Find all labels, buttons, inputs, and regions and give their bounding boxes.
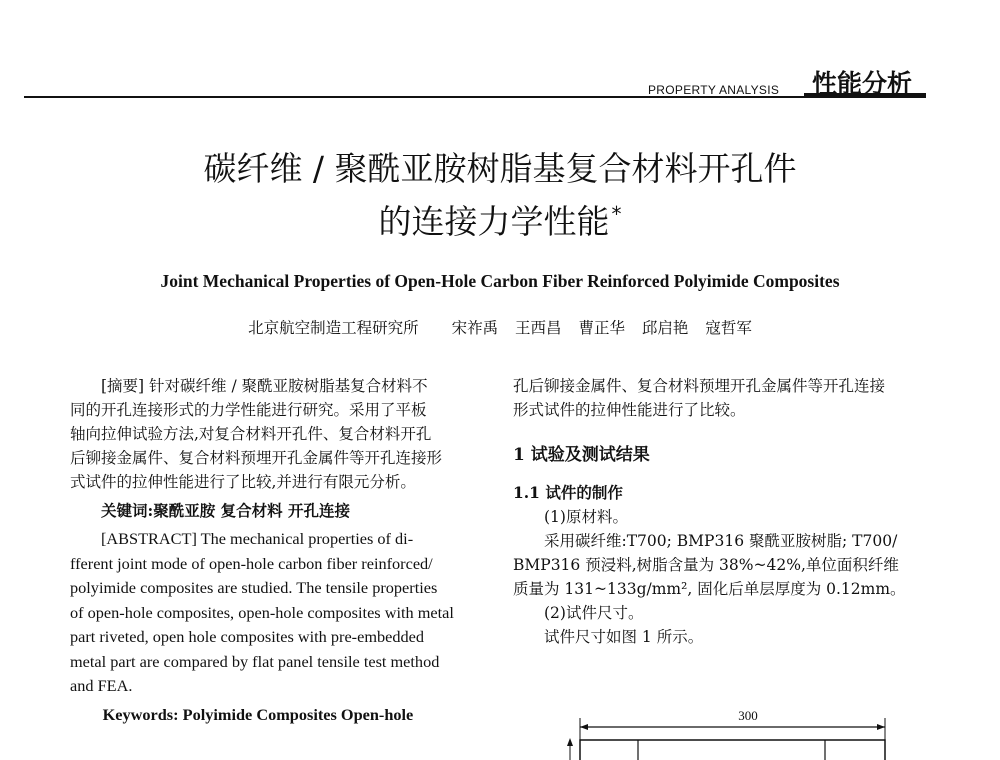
figure-reference: 试件尺寸如图 1 所示。: [544, 628, 704, 646]
section-heading: 1 试验及测试结果: [513, 445, 650, 465]
body-line: 形式试件的拉伸性能进行了比较。: [513, 401, 746, 419]
keywords-en: Keywords: Polyimide Composites Open-hole: [102, 704, 414, 724]
author-name: 曹正华: [578, 319, 625, 337]
body-line: 质量为 131~133g/mm², 固化后单层厚度为 0.12mm。: [513, 580, 906, 598]
header-rule-thick: [804, 93, 926, 97]
institution: 北京航空制造工程研究所: [248, 319, 419, 337]
abstract-cn-line: 式试件的拉伸性能进行了比较,并进行有限元分析。: [70, 473, 416, 491]
keywords-cn: 关键词:聚酰亚胺 复合材料 开孔连接: [101, 501, 351, 520]
title-line-2-text: 的连接力学性能: [378, 202, 610, 241]
body-line: BMP316 预浸料,树脂含量为 38%~42%,单位面积纤维: [513, 556, 899, 574]
english-title: Joint Mechanical Properties of Open-Hole Carbon Fiber Reinforced Polyimide Composites: [160, 271, 840, 291]
abstract-en-line: part riveted, open hole composites with pre-embedded: [70, 627, 425, 646]
author-name: 寇哲军: [705, 319, 752, 337]
right-column: [513, 374, 931, 649]
abstract-en: [70, 527, 480, 699]
title-line-2: [0, 196, 1000, 243]
specimen-outline: [580, 740, 885, 760]
title-line-1: 碳纤维 / 聚酰亚胺树脂基复合材料开孔件: [203, 149, 797, 188]
header-category-cn: 性能分析: [812, 69, 913, 98]
left-column: [70, 374, 480, 727]
vertical-arrow: [567, 738, 573, 746]
abstract-en-line: [ABSTRACT] The mechanical properties of di-: [101, 529, 414, 548]
body-line: 孔后铆接金属件、复合材料预埋开孔金属件等开孔连接: [513, 377, 886, 395]
dimension-label: 300: [738, 708, 758, 723]
abstract-en-line: of open-hole composites, open-hole composites with metal: [70, 602, 454, 622]
abstract-cn: [70, 374, 480, 494]
body-line: 采用碳纤维:T700; BMP316 聚酰亚胺树脂; T700/: [544, 532, 898, 550]
abstract-en-line: polyimide composites are studied. The tensile properties: [70, 578, 438, 597]
list-item: (2)试件尺寸。: [544, 604, 644, 622]
abstract-en-line: metal part are compared by flat panel tensile test method: [70, 651, 440, 671]
author-name: 宋祚禹: [451, 319, 499, 337]
title-footnote-mark: *: [611, 202, 622, 226]
author-name: 王西昌: [515, 319, 562, 337]
author-name: 邱启艳: [641, 319, 689, 337]
dimension-arrow-left: [580, 724, 588, 730]
subsection-heading: 1.1 试件的制作: [513, 483, 623, 502]
abstract-en-line: fferent joint mode of open-hole carbon fiber reinforced/: [70, 553, 433, 573]
list-item: (1)原材料。: [544, 508, 628, 526]
abstract-cn-line: 同的开孔连接形式的力学性能进行研究。采用了平板: [70, 401, 427, 419]
abstract-en-line: and FEA.: [70, 676, 133, 695]
abstract-cn-line: 轴向拉伸试验方法,对复合材料开孔件、复合材料开孔: [70, 425, 432, 443]
abstract-cn-line: [摘要] 针对碳纤维 / 聚酰亚胺树脂基复合材料不: [101, 377, 428, 395]
header-rule: [24, 96, 926, 98]
header-category-en: PROPERTY ANALYSIS: [648, 83, 780, 97]
author-line: [0, 316, 1000, 338]
dimension-arrow-right: [877, 724, 885, 730]
abstract-cn-line: 后铆接金属件、复合材料预埋开孔金属件等开孔连接形: [70, 449, 443, 467]
specimen-figure: [560, 700, 900, 760]
